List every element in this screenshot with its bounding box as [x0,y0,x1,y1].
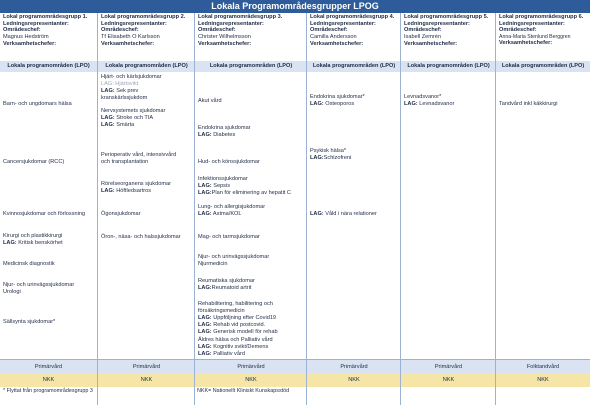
group-header [195,13,307,61]
verk-label: Verksamhetschefer: [404,40,458,47]
lpo-item [198,211,304,218]
lpo-item: Endokrina sjukdomar* [310,94,365,100]
lpo-item [198,190,304,197]
omr-label: Områdeschef: [310,27,348,34]
lag-text: Sepsis [211,183,231,189]
lag-text: Osteoporos [323,101,355,107]
lpo-item: Perioperativ vård, intensivvård [101,152,177,158]
omr-name: Anna-Maria Stenlund Berggren [499,34,571,41]
lag-label: LAG: [101,115,115,121]
lag-label: LAG: [3,240,17,246]
lag-text: Reumatoid artrit [211,285,252,291]
group-header [496,13,590,61]
lpo-item [198,183,304,190]
lpo-header: Lokala programområden (LPO) [98,61,195,73]
lpo-item [198,329,304,336]
lpo-item: Njurmedicin [198,261,228,267]
lpo-item [3,240,94,247]
rep-label: Ledningsrepresentanter: [404,20,470,27]
rep-label: Ledningsrepresentanter: [198,20,264,27]
lpo-item: Nervsystemets sjukdomar [101,108,166,114]
lpo-item: Cancersjukdomar (RCC) [3,159,65,165]
omr-label: Områdeschef: [3,27,41,34]
nkk-cell: NKK [496,373,590,387]
group-title: Lokal programområdesgrupp 1. [3,14,88,20]
lpo-item: Endokrina sjukdomar [198,125,251,131]
verk-label: Verksamhetschefer: [3,40,57,47]
primary-care: Primärvård [98,359,195,374]
nkk-cell: NKK [98,373,195,387]
rep-label: Ledningsrepresentanter: [310,20,376,27]
lpo-item: och transplantation [101,159,149,165]
lpo-item: Infektionssjukdomar [198,176,248,182]
lpo-item [101,188,192,195]
lag-text: Palliativ vård [211,351,245,357]
lag-text: Våld i nära relationer [323,211,377,217]
lag-label: LAG: [198,351,212,357]
lag-label: LAG: [198,322,212,328]
lpo-item: Kirurgi och plastikkirurgi [3,233,63,239]
lpo-item: Mag- och tarmsjukdomar [198,234,260,240]
nkk-cell: NKK [0,373,97,387]
lag-label: LAG: [404,101,418,107]
lag-label: LAG: [310,155,324,161]
omr-name: Christer Wilhelmsson [198,34,251,41]
omr-label: Områdeschef: [404,27,442,34]
group-title: Lokal programområdesgrupp 2. [101,14,186,20]
lag-text: Schizofreni [323,155,352,161]
omr-name: Isabell Zemrén [404,34,441,41]
lpo-item: Lung- och allergisjukdomar [198,204,266,210]
lpo-item [404,101,493,108]
lpo-item: LAG: Hjärtsvikt [101,81,139,87]
lpo-header: Lokala programområden (LPO) [0,61,97,73]
lag-text: Plan för eliminering av hepatit C [211,190,291,196]
lpo-item: Barn- och ungdomars hälsa [3,101,72,107]
page-title: Lokala Programområdesgrupper LPOG [0,0,590,13]
group-title: Lokal programområdesgrupp 3. [198,14,283,20]
footnote-moved: * Flyttat från programområdesgrupp 3 [3,388,93,394]
lpo-item: Levnadsvanor* [404,94,442,100]
lpo-item: Psykisk hälsa* [310,148,347,154]
lag-label: LAG: [198,132,212,138]
lag-text: Sek prev [114,88,139,94]
lpo-item: försäkringsmedicin [198,308,245,314]
lag-label: LAG: [198,183,212,189]
lpo-header: Lokala programområden (LPO) [401,61,496,73]
group-title: Lokal programområdesgrupp 5. [404,14,489,20]
lpo-item [101,115,192,122]
lpo-item [101,122,192,129]
primary-care: Primärvård [0,359,97,374]
lpo-item: Öron-, näsa- och halssjukdomar [101,234,181,240]
lpo-item: Njur- och urinvägssjukdomar [198,254,270,260]
omr-label: Områdeschef: [101,27,139,34]
verk-label: Verksamhetschefer: [499,40,553,47]
lag-label: LAG: [101,122,115,128]
lag-text: Astma/KOL [211,211,242,217]
lag-label: LAG: [198,211,212,217]
lpo-item [198,285,304,292]
lag-text: Stroke och TIA [114,115,154,121]
lpo-item: Rörelseorganens sjukdomar [101,181,171,187]
lpo-item: Tandvård inkl käkkirurgi [499,101,558,107]
lag-text: Rehab vid postcovid. [211,322,266,328]
group-column-3 [194,13,307,405]
lpo-item: Hjärt- och kärlsjukdomar [101,74,162,80]
lpo-item: Äldres hälsa och Palliativ vård [198,337,273,343]
lpo-item: Sällsynta sjukdomar* [3,319,56,325]
group-column-2 [97,13,195,405]
lag-text: Smärta [114,122,135,128]
lag-text: Levnadsvanor [417,101,455,107]
group-column-1 [0,13,97,405]
verk-label: Verksamhetschefer: [198,40,252,47]
verk-label: Verksamhetschefer: [310,40,364,47]
lpo-item: Reumatiska sjukdomar [198,278,255,284]
lpo-item [101,88,192,95]
lpo-item [198,132,304,139]
primary-care: Folktandvård [496,359,590,374]
nkk-cell: NKK [401,373,496,387]
nkk-cell: NKK [307,373,401,387]
lag-label: LAG: [198,329,212,335]
lpo-item: Kvinnosjukdomar och förlossning [3,211,86,217]
lpo-list [401,72,496,359]
lpo-item: kranskärlssjukdom [101,95,148,101]
lpo-header: Lokala programområden (LPO) [496,61,590,73]
footnote-nkk: NKK= Nationellt Kliniskt Kunskapsstöd [197,388,290,394]
lpo-item: Hud- och könssjukdomar [198,159,260,165]
group-header [0,13,97,61]
lpo-item [198,344,304,351]
lag-label: LAG: [198,315,212,321]
group-column-4 [306,13,401,405]
group-column-6 [495,13,590,405]
lpo-item: Rehabilitering, habilitering och [198,301,273,307]
lpo-header: Lokala programområden (LPO) [307,61,401,73]
lag-label: LAG: [310,211,324,217]
nkk-cell: NKK [195,373,307,387]
lag-text: Diabetes [211,132,236,138]
group-header [98,13,195,61]
lag-text: Generisk modell för rehab [211,329,278,335]
lpo-list [195,72,307,359]
omr-name: Camilla Andersson [310,34,357,41]
rep-label: Ledningsrepresentanter: [499,20,565,27]
lpo-item [310,155,398,162]
lpo-item: Njur- och urinvägssjukdomar [3,282,75,288]
lpo-item: Akut vård [198,98,222,104]
primary-care: Primärvård [401,359,496,374]
lpo-item [310,211,398,218]
lag-text: Uppföljning efter Covid19 [211,315,277,321]
lpo-item [198,351,304,358]
omr-label: Områdeschef: [499,27,537,34]
omr-label: Områdeschef: [198,27,236,34]
lpo-header: Lokala programområden (LPO) [195,61,307,73]
omr-name: Magnus Hedström [3,34,49,41]
lag-label: LAG: [198,190,212,196]
lag-label: LAG: [198,285,212,291]
lag-label: LAG: [101,88,115,94]
lpo-item [310,101,398,108]
lpo-item: Medicinsk diagnostik [3,261,55,267]
lag-text: Kritisk benskörhet [18,240,63,246]
omr-name: Tf Elisabeth O Karlsson [101,34,160,41]
lpo-item [198,322,304,329]
rep-label: Ledningsrepresentanter: [3,20,69,27]
lpo-list [0,72,97,359]
lag-label: LAG: [101,188,115,194]
lag-text: Höftledsartros [114,188,152,194]
lpo-list [307,72,401,359]
group-title: Lokal programområdesgrupp 6. [499,14,584,20]
lpo-list [98,72,195,359]
lpo-item: Urologi [3,289,21,295]
lpo-list [496,72,590,359]
lpo-item [198,315,304,322]
group-column-5 [400,13,496,405]
group-header [307,13,401,61]
lag-label: LAG: [310,101,324,107]
group-header [401,13,496,61]
lag-text: Kognitiv svikt/Demens [211,344,269,350]
primary-care: Primärvård [307,359,401,374]
group-title: Lokal programområdesgrupp 4. [310,14,395,20]
lpo-item: Ögonsjukdomar [101,211,141,217]
verk-label: Verksamhetschefer: [101,40,155,47]
primary-care: Primärvård [195,359,307,374]
lag-label: LAG: [198,344,212,350]
rep-label: Ledningsrepresentanter: [101,20,167,27]
